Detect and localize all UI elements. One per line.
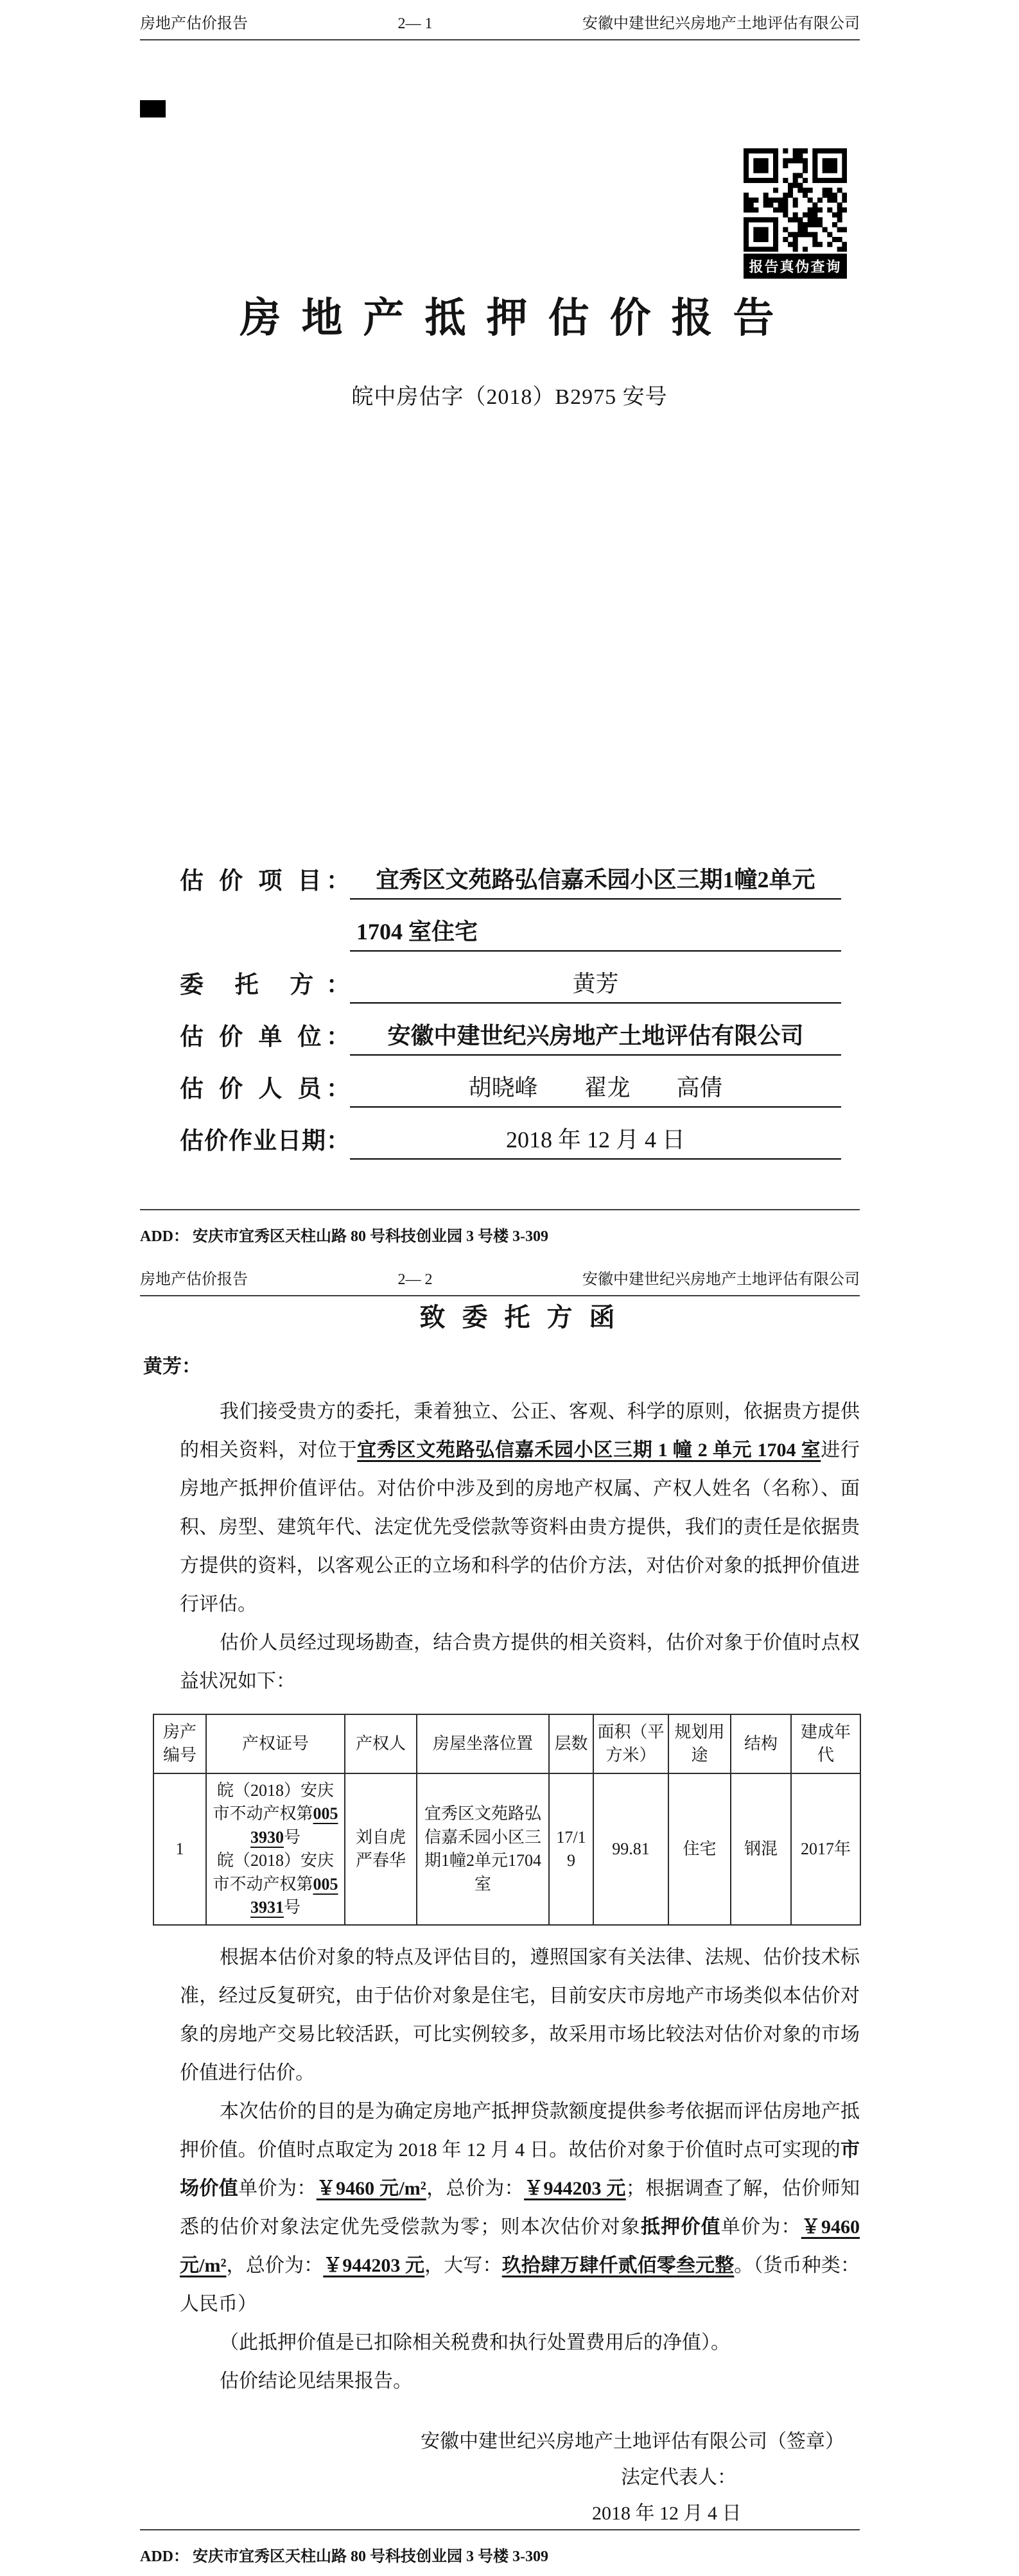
text-segment: ；根据调查了解，估价师知悉的估价对象法定优先受偿款为零；则本次估价对象 (180, 2178, 860, 2238)
agency-value: 安徽中建世纪兴房地产土地评估有限公司 (350, 1022, 841, 1056)
cell-year: 2017年 (791, 1773, 860, 1925)
amount-in-words: 玖拾肆万肆仟贰佰零叁元整 (501, 2255, 735, 2277)
qr-code-label: 报告真伪查询 (744, 254, 847, 279)
text-segment: ，大写： (424, 2255, 502, 2277)
text-segment: ，总价为： (226, 2255, 324, 2277)
market-value-term: 市场价值 (180, 2139, 860, 2200)
field-project-row-1 (180, 848, 841, 900)
text-segment: 。（货币种类：人民币） (180, 2255, 860, 2315)
report-number: 皖中房估字（2018）B2975 安号 (351, 385, 668, 409)
unit-price-value: ￥9460 元/m² (316, 2178, 426, 2200)
header-doc-title: 房地产估价报告 (140, 1271, 248, 1288)
client-label: 委 托 方： (180, 972, 350, 999)
cell-property-no: 1 (153, 1773, 206, 1925)
page-header (140, 10, 860, 40)
signature-representative: 法定代表人： (621, 2467, 736, 2489)
field-project-row-2 (180, 900, 841, 952)
paragraph-method: 根据本估价对象的特点及评估目的，遵照国家有关法律、法规、估价技术标准，经过反复研究，由于估价对象是住宅，目前安庆市房地产市场类似本估价对象的房地产交易比较活跃，可比实例较多，故采用市场比较法对估价对象的市场价值进行估价。 (180, 1947, 860, 2084)
cert-1 (209, 1779, 342, 1849)
paragraph-inspection: 估价人员经过现场勘查，结合贵方提供的相关资料，估价对象于价值时点权益状况如下： (180, 1632, 860, 1692)
agency-label: 估 价 单 位： (180, 1024, 350, 1051)
staff-value: 胡晓峰 翟龙 高倩 (350, 1074, 841, 1108)
table-header-row (153, 1714, 860, 1773)
col-header-use: 规划用途 (668, 1714, 731, 1773)
mortgage-value-term: 抵押价值 (641, 2216, 721, 2238)
header-page-number: 2— 2 (397, 1271, 433, 1288)
cell-use: 住宅 (668, 1773, 731, 1925)
signature-company: 安徽中建世纪兴房地产土地评估有限公司（签章） (421, 2431, 844, 2453)
cert-suffix: 号 (283, 1827, 300, 1847)
salutation: 黄芳： (143, 1356, 201, 1377)
cell-owners (345, 1773, 417, 1925)
project-value-line2: 1704 室住宅 (350, 918, 841, 952)
letter-body (143, 1292, 860, 2532)
field-staff-row (180, 1056, 841, 1108)
cert-2 (209, 1849, 342, 1919)
cell-area: 99.81 (593, 1773, 668, 1925)
col-header-property-no: 房产编号 (153, 1714, 206, 1773)
header-company-name: 安徽中建世纪兴房地产土地评估有限公司 (582, 1271, 860, 1288)
field-agency-row (180, 1004, 841, 1056)
col-header-area: 面积（平方米） (593, 1714, 668, 1773)
cert-prefix: 皖（2018）安庆市不动产权第 (213, 1781, 334, 1823)
signature-date: 2018 年 12 月 4 日 (592, 2503, 742, 2525)
col-header-structure: 结构 (731, 1714, 791, 1773)
project-value-line1: 宜秀区文苑路弘信嘉禾园小区三期1幢2单元 (350, 866, 841, 900)
cell-floors: 17/19 (549, 1773, 593, 1925)
paragraph-conclusion-note: 估价结论见结果报告。 (220, 2371, 412, 2392)
table-row (153, 1773, 860, 1925)
col-header-location: 房屋坐落位置 (417, 1714, 549, 1773)
col-header-cert-no: 产权证号 (206, 1714, 345, 1773)
header-company-name: 安徽中建世纪兴房地产土地评估有限公司 (582, 15, 860, 32)
header-doc-title: 房地产估价报告 (140, 15, 248, 32)
col-header-floors: 层数 (549, 1714, 593, 1773)
owner-name: 严春华 (355, 1851, 406, 1870)
cell-cert-no (206, 1773, 345, 1925)
col-header-year: 建成年代 (791, 1714, 860, 1773)
text-segment: 我们接受贵方的委托，秉着独立、公正、客观、科学的原则，依据贵方提供的相关资料，对位于 (180, 1401, 860, 1461)
project-label: 估 价 项 目： (180, 868, 350, 895)
text-segment: ，总价为： (426, 2178, 525, 2200)
cert-suffix: 号 (283, 1897, 300, 1917)
date-label: 估价作业日期： (180, 1128, 350, 1155)
unit-price-value: ￥9460 元/m² (180, 2216, 860, 2277)
cell-structure: 钢混 (731, 1773, 791, 1925)
paragraph-valuation-result (180, 2093, 860, 2324)
field-client-row (180, 952, 841, 1004)
print-registration-mark (140, 100, 166, 117)
total-price-value: ￥944203 元 (524, 2178, 626, 2200)
qr-code-icon (744, 148, 847, 252)
client-value: 黄芳 (350, 970, 841, 1004)
cert-prefix: 皖（2018）安庆市不动产权第 (213, 1851, 334, 1893)
field-date-row (180, 1108, 841, 1160)
cell-location: 宜秀区文苑路弘信嘉禾园小区三期1幢2单元1704室 (417, 1773, 549, 1925)
letter-title: 致 委 托 方 函 (419, 1303, 620, 1332)
page-footer-address: ADD： 安庆市宜秀区天柱山路 80 号科技创业园 3 号楼 3-309 (140, 2529, 860, 2566)
total-price-value: ￥944203 元 (323, 2255, 425, 2277)
report-cover-page (0, 0, 1019, 1256)
text-segment: 单价为： (238, 2178, 317, 2200)
paragraph-engagement (180, 1393, 860, 1624)
owner-name: 刘自虎 (355, 1827, 406, 1847)
staff-label: 估 价 人 员： (180, 1076, 350, 1103)
page-footer-address: ADD： 安庆市宜秀区天柱山路 80 号科技创业园 3 号楼 3-309 (140, 1209, 860, 1246)
report-title: 房 地 产 抵 押 估 价 报 告 (240, 295, 779, 341)
cert-number: 0053931 (250, 1874, 338, 1917)
cover-fields (180, 848, 841, 1160)
report-verification-block (744, 148, 847, 279)
property-address-emphasis: 宜秀区文苑路弘信嘉禾园小区三期 1 幢 2 单元 1704 室 (357, 1440, 821, 1461)
text-segment: 本次估价的目的是为确定房地产抵押贷款额度提供参考依据而评估房地产抵押价值。价值时点取定为 2018 年 12 月 4 日。故估价对象于价值时点可实现的 (180, 2101, 860, 2161)
letter-to-client-page (0, 1256, 1019, 2576)
col-header-owner: 产权人 (345, 1714, 417, 1773)
text-segment: 进行房地产抵押价值评估。对估价中涉及到的房地产权属、产权人姓名（名称）、面积、房型、建筑年代、法定优先受偿款等资料由贵方提供，我们的责任是依据贵方提供的资料，以客观公正的立场和科学的估价方法，对估价对象的抵押价值进行评估。 (180, 1440, 860, 1615)
text-segment: 单价为： (720, 2216, 801, 2238)
project-label-spacer (180, 948, 350, 952)
paragraph-net-value-note: （此抵押价值是已扣除相关税费和执行处置费用后的净值）。 (220, 2332, 730, 2354)
cert-number: 0053930 (250, 1804, 338, 1847)
signature-block (180, 2424, 860, 2532)
date-value: 2018 年 12 月 4 日 (350, 1126, 841, 1160)
property-rights-table (153, 1714, 861, 1926)
header-page-number: 2— 1 (397, 15, 433, 32)
